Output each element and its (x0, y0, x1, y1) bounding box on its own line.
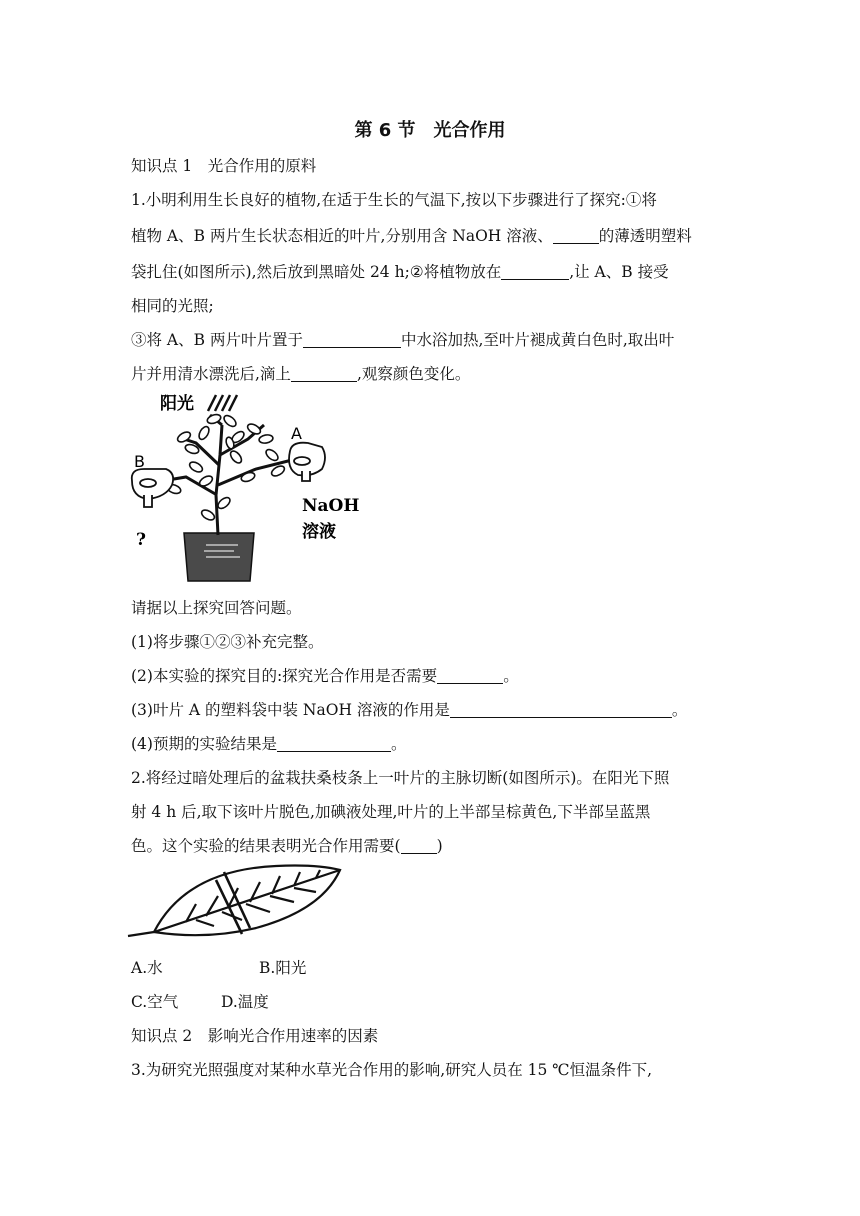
q1-intro: 请据以上探究回答问题。 (131, 599, 302, 617)
sun-label: 阳光 (160, 394, 194, 414)
q1-sub-1: (1)将步骤①②③补充完整。 (131, 633, 324, 651)
q1-line-6-text-b: ,观察颜色变化。 (356, 365, 471, 383)
answer-blank[interactable] (553, 227, 599, 244)
answer-blank[interactable] (277, 735, 391, 752)
option-d[interactable]: D.温度 (221, 993, 269, 1011)
q2-options-row-2 (131, 992, 269, 1012)
leaf-main-vein (128, 870, 340, 936)
leaf-b-label: B (134, 452, 145, 471)
leaf-lower-veins (196, 888, 316, 926)
section-heading-1: 知识点 1 光合作用的原料 (131, 157, 317, 175)
leaf-a-label: A (291, 424, 302, 443)
leaf-upper-veins (186, 870, 320, 922)
q1-line-2-text-b: 的薄透明塑料 (598, 227, 692, 245)
q2-line-3-text: 色。这个实验的结果表明光合作用需要( (131, 837, 401, 855)
q3-line-1: 3.为研究光照强度对某种水草光合作用的影响,研究人员在 15 ℃恒温条件下, (131, 1061, 653, 1079)
q1-sub-2 (131, 666, 519, 686)
q1-line-3-text-a: 袋扎住(如图所示),然后放到黑暗处 24 h;②将植物放在 (131, 263, 502, 281)
q1-line-2-text-a: 植物 A、B 两片生长状态相近的叶片,分别用含 NaOH 溶液、 (131, 227, 553, 245)
q2-options-row-1 (131, 958, 306, 978)
option-b[interactable]: B.阳光 (259, 959, 307, 977)
q1-sub-2-end: 。 (503, 667, 519, 685)
answer-blank[interactable] (501, 263, 569, 280)
q2-line-3 (131, 836, 443, 856)
q1-line-6 (131, 364, 470, 384)
answer-blank[interactable] (303, 331, 401, 348)
q1-line-2 (131, 226, 692, 246)
q2-line-3-end: ) (436, 837, 443, 855)
q1-sub-4 (131, 734, 406, 754)
q1-line-4: 相同的光照; (131, 297, 214, 315)
q1-line-5-text-b: 中水浴加热,至叶片褪成黄白色时,取出叶 (400, 331, 675, 349)
q2-line-1: 2.将经过暗处理后的盆栽扶桑枝条上一叶片的主脉切断(如图所示)。在阳光下照 (131, 769, 670, 787)
question-mark-label: ? (136, 530, 146, 550)
solution-label: 溶液 (302, 522, 336, 542)
q2-line-2: 射 4 h 后,取下该叶片脱色,加碘液处理,叶片的上半部呈棕黄色,下半部呈蓝黑 (131, 803, 651, 821)
answer-blank[interactable] (437, 667, 503, 684)
page-title: 第 6 节 光合作用 (354, 120, 506, 141)
leaf-figure (126, 858, 346, 946)
q1-sub-3-end: 。 (671, 701, 688, 719)
q1-line-3-text-b: ,让 A、B 接受 (569, 263, 669, 281)
q1-sub-2-text: (2)本实验的探究目的:探究光合作用是否需要 (131, 667, 438, 685)
option-a[interactable]: A.水 (131, 959, 163, 977)
q1-sub-3-text: (3)叶片 A 的塑料袋中装 NaOH 溶液的作用是 (131, 701, 450, 719)
answer-blank[interactable] (450, 701, 672, 718)
q1-line-6-text-a: 片并用清水漂洗后,滴上 (131, 365, 291, 383)
q1-line-5-text-a: ③将 A、B 两片叶片置于 (131, 331, 303, 349)
section-heading-2: 知识点 2 影响光合作用速率的因素 (131, 1027, 379, 1045)
answer-blank[interactable] (291, 365, 357, 382)
answer-blank[interactable] (401, 837, 437, 854)
plant-experiment-figure (126, 385, 366, 585)
plastic-bag-a (289, 443, 325, 481)
option-c[interactable]: C.空气 (131, 993, 179, 1011)
q1-line-1: 1.小明利用生长良好的植物,在适于生长的气温下,按以下步骤进行了探究:①将 (131, 191, 657, 209)
cut-mark (216, 872, 250, 934)
plastic-bag-b (132, 469, 173, 507)
q1-sub-4-text: (4)预期的实验结果是 (131, 735, 277, 753)
q1-sub-4-end: 。 (390, 735, 407, 753)
q1-line-3 (131, 262, 669, 282)
q1-sub-3 (131, 700, 687, 720)
q1-line-5 (131, 330, 674, 350)
naoh-label: NaOH (302, 496, 360, 516)
sunlight-rays-icon (208, 395, 237, 411)
